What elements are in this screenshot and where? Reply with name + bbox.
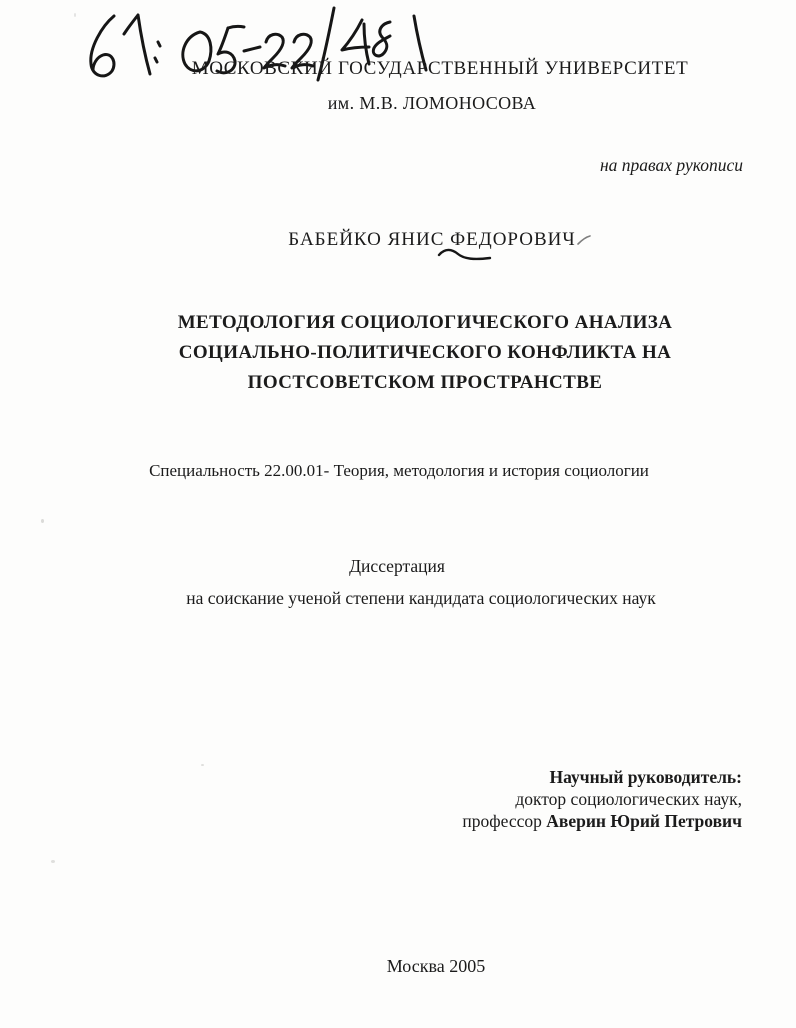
dissertation-title <box>27 308 796 398</box>
specialty-line: Специальность 22.00.01- Теория, методология и история социологии <box>149 461 649 480</box>
university-name: МОСКОВСКИЙ ГОСУДАРСТВЕННЫЙ УНИВЕРСИТЕТ <box>191 58 689 79</box>
advisor-degree: доктор социологических наук, <box>515 789 742 809</box>
handwritten-underline-squiggle <box>436 246 494 264</box>
manuscript-rights-note: на правах рукописи <box>600 155 743 175</box>
advisor-prefix: профессор <box>462 811 547 831</box>
thesis-degree-line: на соискание ученой степени кандидата социологических наук <box>186 588 656 608</box>
advisor-block <box>462 766 742 832</box>
dissertation-title-line2: СОЦИАЛЬНО-ПОЛИТИЧЕСКОГО КОНФЛИКТА НА <box>178 342 672 363</box>
scan-speck <box>74 13 76 17</box>
city-and-year: Москва 2005 <box>386 956 486 976</box>
scan-speck <box>41 519 44 523</box>
dissertation-title-line3: ПОСТСОВЕТСКОМ ПРОСТРАНСТВЕ <box>247 372 603 393</box>
thesis-type: Диссертация <box>349 556 445 576</box>
author-name: БАБЕЙКО ЯНИС ФЕДОРОВИЧ <box>288 229 576 250</box>
pen-tick-mark <box>576 234 592 246</box>
advisor-label: Научный руководитель: <box>549 767 742 787</box>
scan-speck <box>201 764 204 766</box>
university-name-suffix: им. М.В. ЛОМОНОСОВА <box>327 93 537 113</box>
dissertation-title-line1: МЕТОДОЛОГИЯ СОЦИОЛОГИЧЕСКОГО АНАЛИЗА <box>177 312 673 333</box>
scan-speck <box>51 860 55 863</box>
advisor-name: Аверин Юрий Петрович <box>546 811 742 831</box>
advisor-name-line <box>462 810 742 832</box>
